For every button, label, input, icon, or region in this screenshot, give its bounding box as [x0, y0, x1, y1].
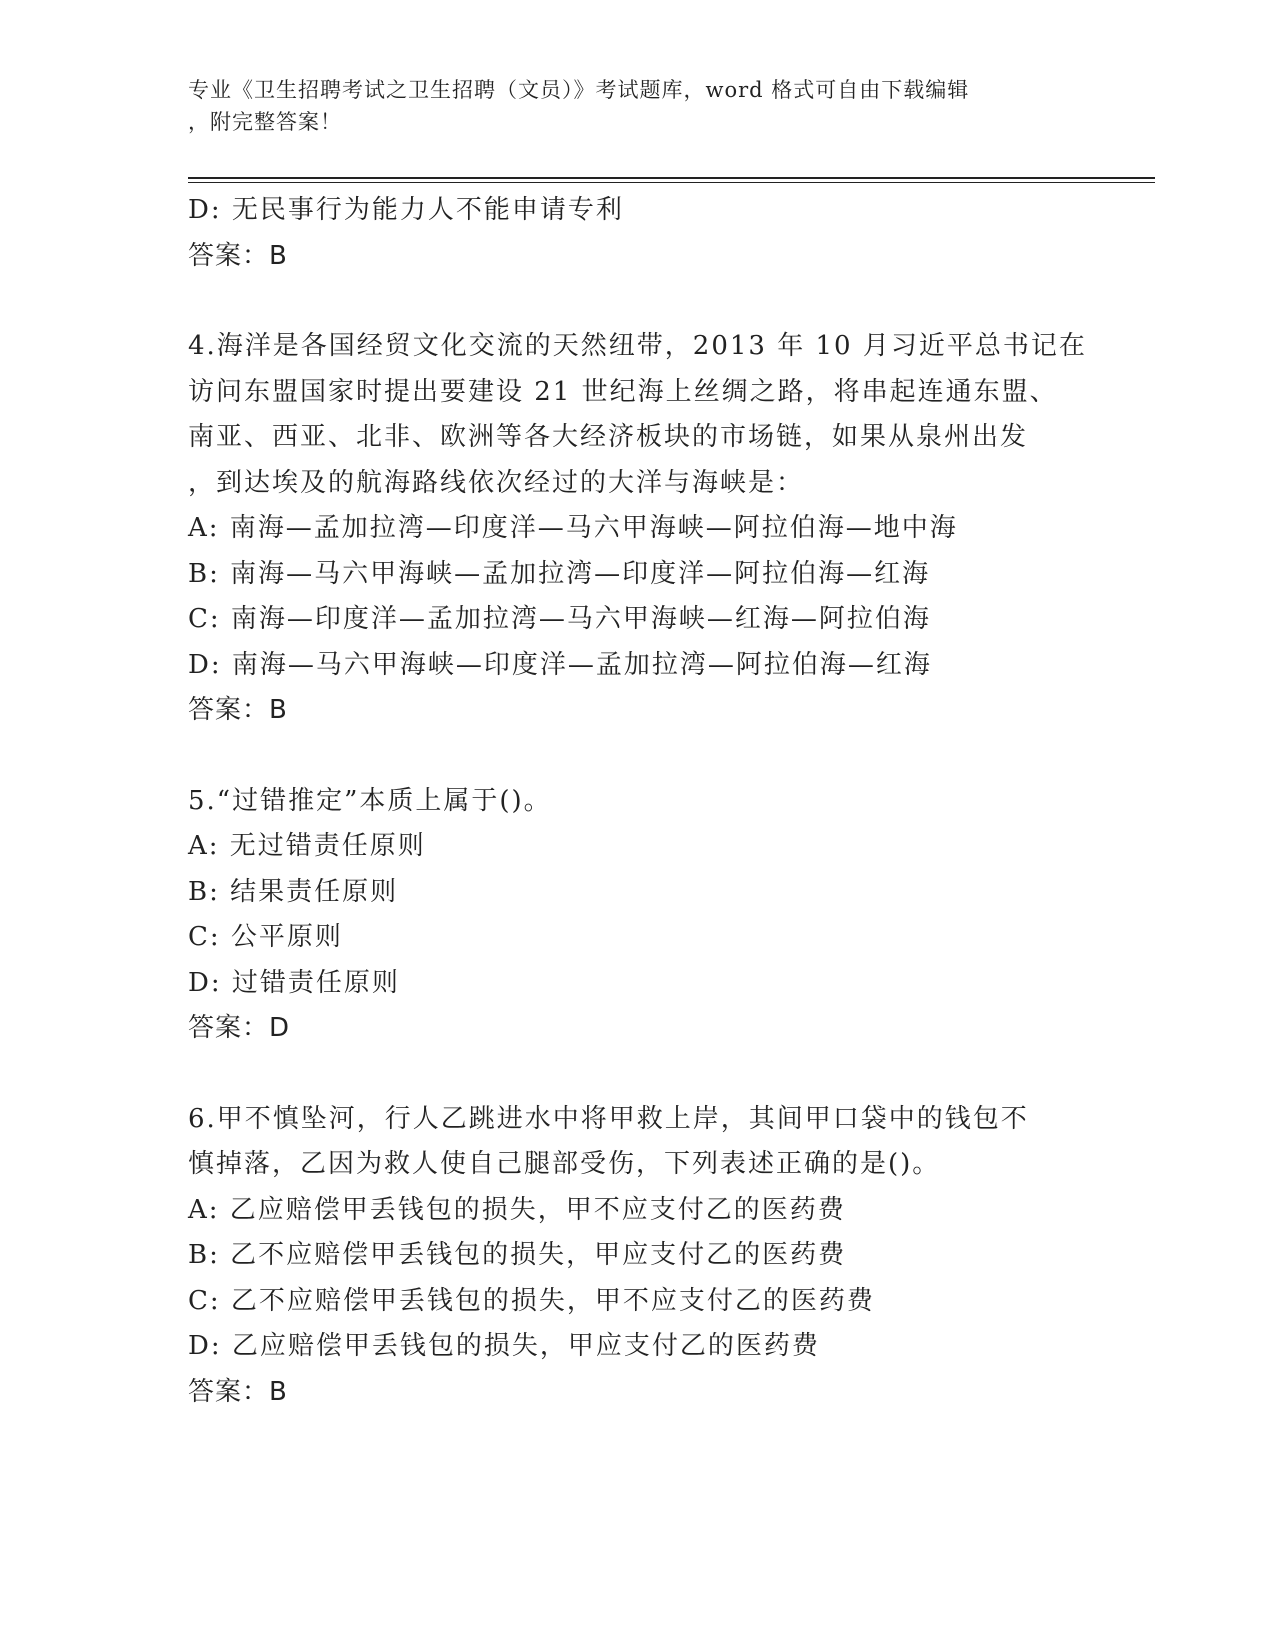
- question-6-stem-line: 6.甲不慎坠河，行人乙跳进水中将甲救上岸，其间甲口袋中的钱包不: [188, 1103, 1029, 1134]
- question-4-answer: 答案：B: [188, 695, 288, 725]
- question-4-option-b: B: 南海—马六甲海峡—孟加拉湾—印度洋—阿拉伯海—红海: [188, 558, 931, 589]
- question-5-option-b: B: 结果责任原则: [188, 876, 399, 907]
- question-4-stem-line: 访问东盟国家时提出要建设 21 世纪海上丝绸之路，将串起连通东盟、: [188, 376, 1058, 407]
- question-3-partial: [188, 188, 1118, 279]
- question-4-option-a: A: 南海—孟加拉湾—印度洋—马六甲海峡—阿拉伯海—地中海: [188, 513, 958, 543]
- question-5-stem-line: 5.“过错推定”本质上属于()。: [188, 785, 552, 816]
- question-4-option-d: D: 南海—马六甲海峡—印度洋—孟加拉湾—阿拉伯海—红海: [188, 649, 932, 680]
- question-4-stem-line: ，到达埃及的航海路线依次经过的大洋与海峡是：: [188, 467, 805, 498]
- question-5-answer: 答案：D: [188, 1013, 291, 1043]
- question-5: [188, 779, 1118, 1052]
- question-6-option-a: A: 乙应赔偿甲丢钱包的损失，甲不应支付乙的医药费: [188, 1194, 846, 1225]
- question-4-option-c: C: 南海—印度洋—孟加拉湾—马六甲海峡—红海—阿拉伯海: [188, 604, 931, 634]
- question-6-option-c: C: 乙不应赔偿甲丢钱包的损失，甲不应支付乙的医药费: [188, 1285, 875, 1316]
- question-5-option-d: D: 过错责任原则: [188, 967, 400, 998]
- header-divider-thin: [188, 182, 1155, 183]
- question-6-option-b: B: 乙不应赔偿甲丢钱包的损失，甲应支付乙的医药费: [188, 1240, 847, 1270]
- header-line-2: ，附完整答案！: [188, 110, 342, 134]
- question-4: [188, 324, 1118, 734]
- question-5-option-c: C: 公平原则: [188, 922, 343, 952]
- question-3-option-d: D: 无民事行为能力人不能申请专利: [188, 195, 624, 225]
- question-3-answer: 答案：B: [188, 240, 288, 271]
- header-line-1: 专业《卫生招聘考试之卫生招聘（文员）》考试题库，word 格式可自由下载编辑: [188, 78, 970, 102]
- question-6-stem-line: 慎掉落，乙因为救人使自己腿部受伤，下列表述正确的是()。: [188, 1149, 941, 1179]
- question-content: [188, 188, 1118, 1415]
- question-4-stem-line: 南亚、西亚、北非、欧洲等各大经济板块的市场链，如果从泉州出发: [188, 422, 1029, 452]
- question-5-option-a: A: 无过错责任原则: [188, 831, 426, 861]
- document-header: [188, 74, 1088, 138]
- question-6: [188, 1097, 1118, 1416]
- spacer: [188, 1052, 1118, 1097]
- question-6-answer: 答案：B: [188, 1376, 288, 1407]
- question-4-stem-line: 4.海洋是各国经贸文化交流的天然纽带，2013 年 10 月习近平总书记在: [188, 331, 1087, 361]
- spacer: [188, 734, 1118, 779]
- question-6-option-d: D: 乙应赔偿甲丢钱包的损失，甲应支付乙的医药费: [188, 1331, 820, 1361]
- header-divider-thick: [188, 177, 1155, 179]
- spacer: [188, 279, 1118, 324]
